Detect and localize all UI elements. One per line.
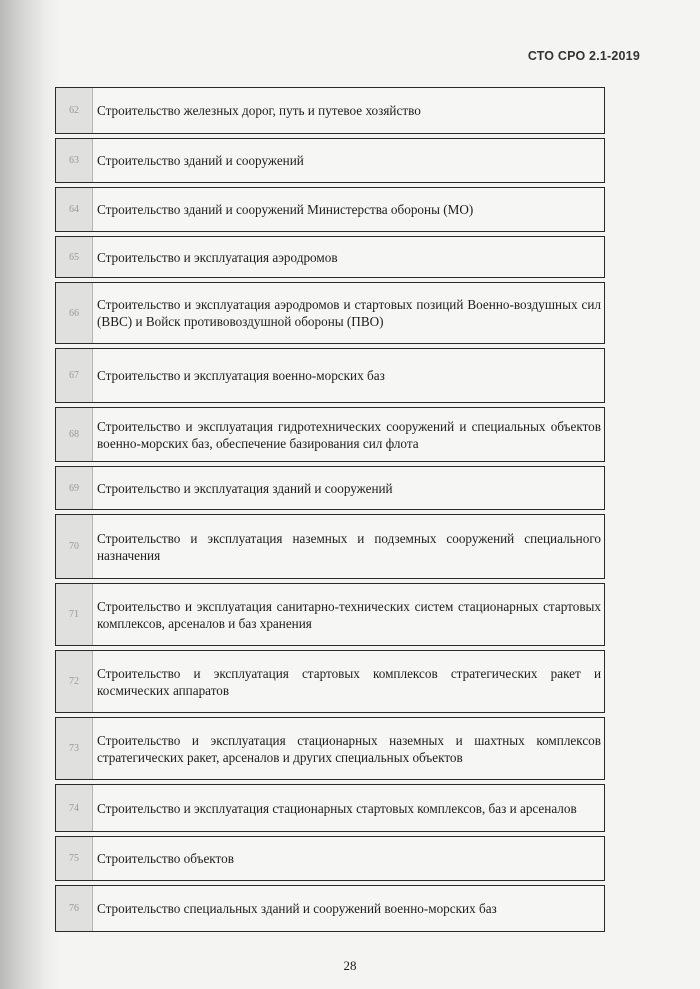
table-row — [55, 236, 605, 278]
row-number: 71 — [56, 584, 93, 645]
row-text: Строительство и эксплуатация аэродромов — [97, 249, 338, 265]
table-row — [55, 717, 605, 780]
row-text: Строительство и эксплуатация стационарных наземных и шахтных комплексов стратегических ракет, арсеналов и других специальных объектов — [97, 732, 601, 765]
row-number: 69 — [56, 467, 93, 509]
table-row — [55, 466, 605, 510]
scan-shadow — [0, 0, 60, 989]
table-row — [55, 187, 605, 232]
row-text: Строительство и эксплуатация санитарно-технических систем стационарных стартовых комплексов, арсеналов и баз хранения — [97, 598, 601, 631]
row-number: 68 — [56, 408, 93, 461]
table-row — [55, 514, 605, 579]
row-text: Строительство и эксплуатация гидротехнических сооружений и специальных объектов военно-морских баз, обеспечение базирования сил флота — [97, 418, 601, 451]
table-row — [55, 583, 605, 646]
row-text: Строительство и эксплуатация зданий и сооружений — [97, 480, 393, 496]
row-text: Строительство и эксплуатация военно-морских баз — [97, 368, 385, 383]
row-number: 65 — [56, 237, 93, 277]
row-number: 70 — [56, 515, 93, 578]
row-text: Строительство и эксплуатация наземных и подземных сооружений специального назначения — [97, 530, 601, 563]
row-number: 64 — [56, 188, 93, 231]
row-number: 72 — [56, 651, 93, 712]
table-row — [55, 650, 605, 713]
table-row — [55, 784, 605, 832]
row-text: Строительство зданий и сооружений Министерства обороны (МО) — [97, 202, 474, 217]
row-text: Строительство специальных зданий и сооружений военно-морских баз — [97, 901, 497, 916]
row-number: 74 — [56, 785, 93, 831]
table-row — [55, 885, 605, 932]
row-number: 73 — [56, 718, 93, 779]
row-number: 76 — [56, 886, 93, 931]
row-number: 63 — [56, 139, 93, 182]
row-text: Строительство зданий и сооружений — [97, 153, 304, 168]
row-number: 67 — [56, 349, 93, 402]
page-number: 28 — [343, 958, 357, 973]
table-row — [55, 282, 605, 344]
document-code: СТО СРО 2.1-2019 — [527, 49, 640, 63]
table-row — [55, 138, 605, 183]
row-number: 75 — [56, 837, 93, 880]
row-text: Строительство объектов — [97, 851, 234, 866]
row-text: Строительство и эксплуатация аэродромов и стартовых позиций Военно-воздушных сил (ВВС) и Войск противовоздушной обороны (ПВО) — [97, 297, 601, 329]
row-text: Строительство железных дорог, путь и путевое хозяйство — [97, 103, 421, 118]
row-text: Строительство и эксплуатация стартовых комплексов стратегических ракет и космических аппаратов — [97, 665, 601, 698]
table-row — [55, 836, 605, 881]
row-number: 62 — [56, 88, 93, 133]
table-row — [55, 348, 605, 403]
row-text: Строительство и эксплуатация стационарных стартовых комплексов, баз и арсеналов — [97, 800, 577, 816]
row-number: 66 — [56, 283, 93, 343]
table-row — [55, 407, 605, 462]
standards-table — [55, 87, 605, 936]
table-row — [55, 87, 605, 134]
